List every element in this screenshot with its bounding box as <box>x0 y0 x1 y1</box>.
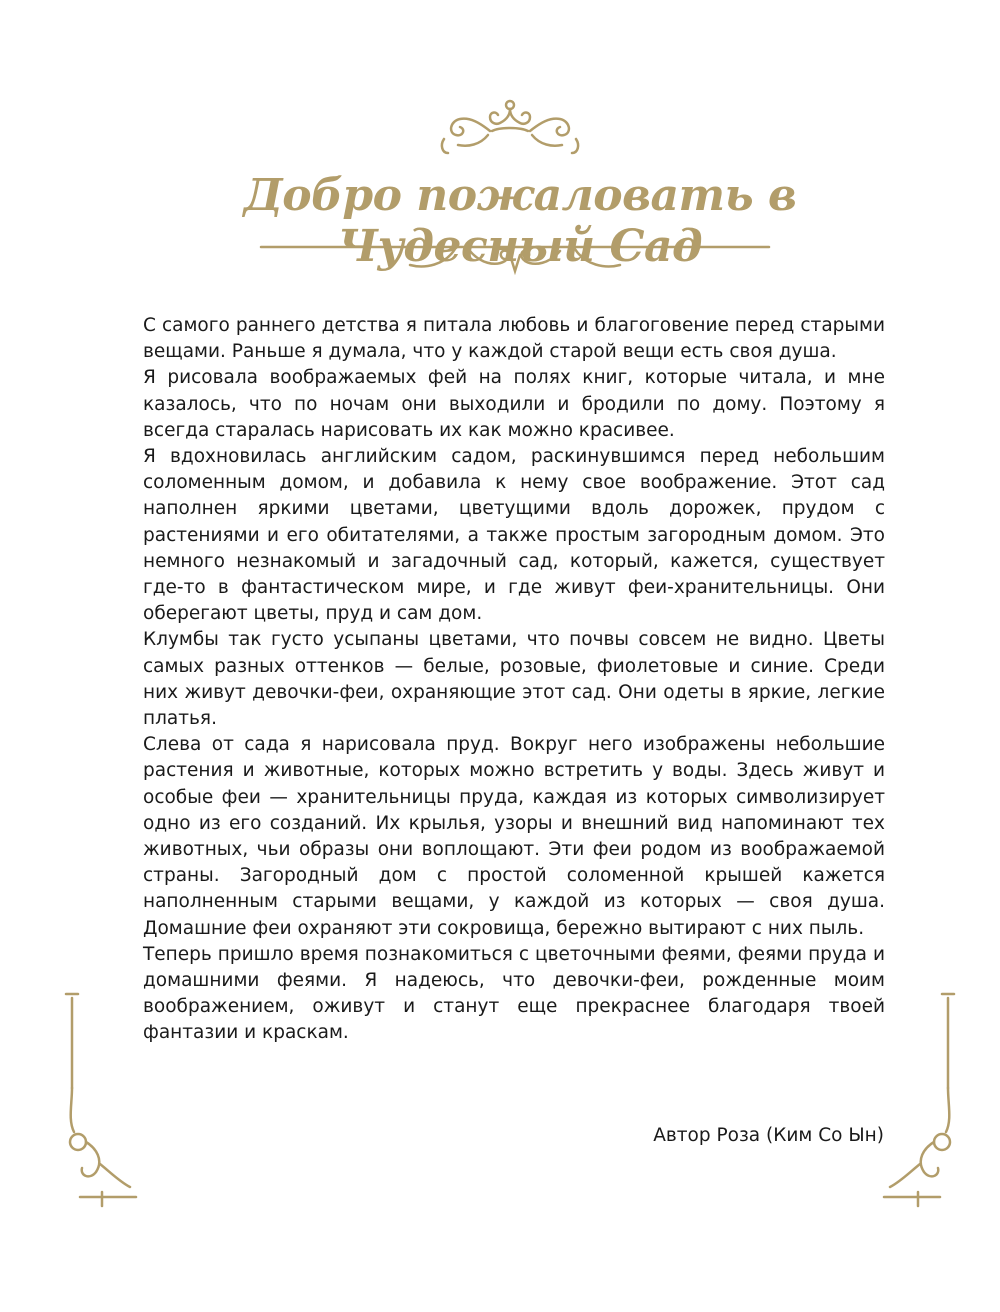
paragraph-5: Слева от сада я нарисовала пруд. Вокруг него изображены небольшие растения и животные, которых можно встретить у воды. Здесь живут и особые феи — хранительницы пруда, каждая из которых символизирует одно из его созданий. Их крылья, узоры и внешний вид напоминают тех животных, чьи образы они воплощают. Эти феи родом из воображаемой страны. Загородный дом с простой соломенной крышей кажется наполненным старыми вещами, у каждой из которых — своя душа. Домашние феи охраняют эти сокровища, бережно вытирают с них пыль. <box>143 734 885 939</box>
paragraph-6: Теперь пришло время познакомиться с цветочными феями, феями пруда и домашними феями. Я надеюсь, что девочки-феи, рожденные моим воображением, оживут и станут еще прекраснее благодаря твоей фантазии и краскам. <box>143 943 885 1044</box>
flourish-bottom-icon <box>255 235 775 280</box>
paragraph-3: Я вдохновилась английским садом, раскинувшимся перед небольшим соломенным домом, и добавила к нему свое воображение. Этот сад наполнен яркими цветами, цветущими вдоль дорожек, прудом с растениями и его обитателями, а также простым загородным домом. Это немного незнакомый и загадочный сад, который, кажется, существует где-то в фантастическом мире, и где живут феи-хранительницы. Они оберегают цветы, пруд и сам дом. <box>143 446 885 625</box>
corner-flourish-right-icon <box>880 992 960 1212</box>
page-title: Добро пожаловать в Чудесный Сад <box>243 170 797 272</box>
body-text <box>143 313 885 1047</box>
flourish-top-icon <box>430 95 590 165</box>
paragraph-1: С самого раннего детства я питала любовь и благоговение перед старыми вещами. Раньше я думала, что у каждой старой вещи есть своя душа. <box>143 315 885 363</box>
paragraph-4: Клумбы так густо усыпаны цветами, что почвы совсем не видно. Цветы самых разных оттенков — белые, розовые, фиолетовые и синие. Среди них живут девочки-феи, охраняющие этот сад. Они одеты в яркие, легкие платья. <box>143 629 885 730</box>
author-signature: Автор Роза (Ким Со Ын) <box>653 1125 884 1146</box>
corner-flourish-left-icon <box>60 992 140 1212</box>
paragraph-2: Я рисовала воображаемых фей на полях книг, которые читала, и мне казалось, что по ночам они выходили и бродили по дому. Поэтому я всегда старалась нарисовать их как можно красивее. <box>143 367 885 441</box>
